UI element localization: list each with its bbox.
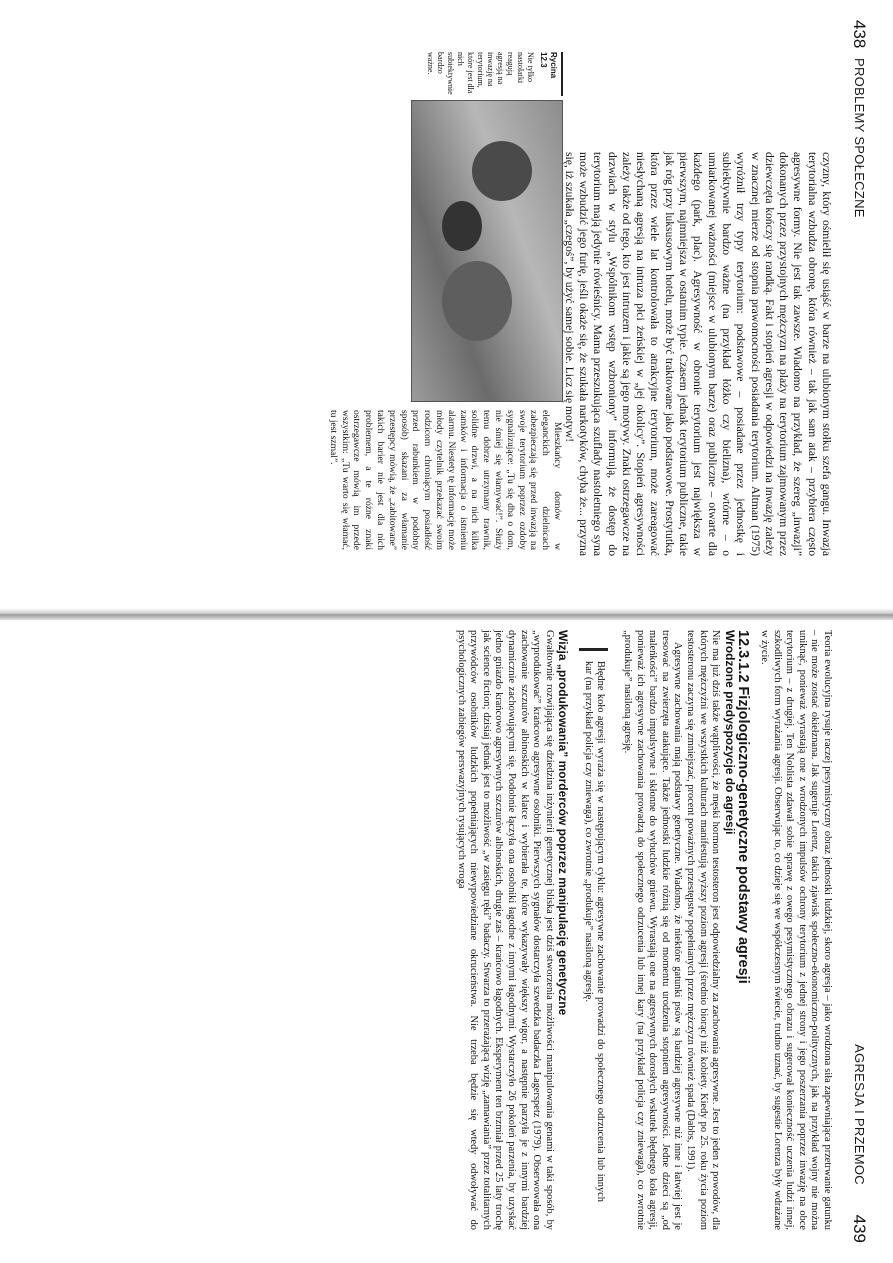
highlight-box: Błędne koło agresji wyraża się w następującym cyklu: agresywne zachowanie prowadzi do społecznego odrzucenia lub innych kar (na przykład policja czy zniewaga), co zwrotnie „produkuje” nasiloną agresję. (579, 648, 608, 1202)
figure-caption (425, 52, 563, 96)
body-paragraph-1: Nie ma już dziś także wątpliwości, że męski hormon testosteron jest odpowiedzialny za zachowania agresywne. Jest to jeden z powodów, dla których mężczyźni we wszystkich kulturach manifestują wyższy poziom agresji (średnio biorąc) niż kobiety. Kiedy po 25. roku życia poziom testosteronu zaczyna się zmniejszać, procent poważnych przestępstw popełnianych przez mężczyzn również spada (Dabbs, 1991). (685, 630, 722, 1230)
paragraph-1: czyzny, który ośmielił się usiąść w barze na ulubionym stołku szefa gangu. Inwazja terytorialna wzbudza obronę, która również – tak jak sam atak – przybiera często agresywne formy. Nie jest tak zawsze. Wiadomo na przykład, że szereg „inwazji” dokonanych przez przystojnych mężczyzn na plaży na terytorium zajmowanym przez dziewczęta kończy się randką. Fakt i stopień agresji w odpowiedzi na inwazję zależy w znacznej mierze od stopnia prawomocności posiadania terytorium. Altman (1975) wyróżnił trzy typy terytorium: podstawowe – posiadane przez jednostkę i subiektywnie bardzo ważne (na przykład łóżko czy bielizna), wtórne – o umiarkowanej ważności (miejsce w ulubionym barze) oraz publiczne – otwarte dla każdego (park, plac). Agresywność w obronie terytorium jest największa w pierwszym, najmniejsza w ostatnim typie. Czasem jednak terytorium publiczne, takie jak róg przy luksusowym hotelu, może być traktowane jako podstawowe. Prostytutka, która przez wiele lat kontrolowała to atrakcyjne terytorium, może zareagować niesłychaną agresją na intruza płci żeńskiej w „jej okolicy”. Stopień agresywności zależy także od tego, kto jest intruzem i jakie są jego motywy. Znaki ostrzegawcze na drzwiach w stylu „Wspólnikom wstęp wzbroniony” informują, że dostęp do terytorium mają jedynie rówieśnicy. Mama przeszukująca szuflady nastoletniego syna może wzbudzić jego furię, jeśli okaże się, że szukała narkotyków, chyba że... przyzna się, iż szukała „czegoś”, by użyć samej sobie. Licz się motyw! (562, 152, 833, 556)
left-page (0, 0, 893, 612)
intro-paragraph: Teoria ewolucyjna rysuje raczej pesymistyczny obraz jednostki ludzkiej, skoro agresja – jako wrodzona siła zapewniająca przetrwanie gatunku – nie może zostać okiełznana. Jak sugeruje Lorenz, takich zjawisk społeczno-ekonomiczno-politycznych, jak na przykład wojny nie można uniknąć, ponieważ wyrastają one z wrodzonych impulsów ochrony terytorium z jednej strony i jego poszerzania poprzez inwazję na obce terytorium – z drugiej. Ten Noblista zdawał sobie sprawę z owego pesymistycznego obrazu i sugerował konieczność uczenia ludzi innej, szkodliwych form wyrażania agresji. Obserwując to, co dzieje się we współczesnym świecie, trudno uznać, by sugestie Lorenza były wdrażane w życie. (759, 630, 833, 1230)
body-paragraph-3: Gwałtownie rozwijająca się dziedzina inżynierii genetycznej bliska jest dziś stworzenia możliwości manipulowania genami w taki sposób, by „wyprodukować” krańcowo agresywne osobniki. Pierwszych sygnałów dostarczyła szwedzka badaczka Lagerspetz (1979). Obserwowała ona zachowanie szczurów albinoskich w klatce i wybierała te, które wykazywały większy wigor, a następnie parzyła je z innymi bardziej dynamicznie zachowującymi się. Podobnie łączyła ona osobniki łagodne z innymi łagodnymi. Wystarczyło 26 pokoleń parzenia, by uzyskać jedno gniazdo krańcowo agresywnych szczurów albinoskich, drugie zaś – krańcowo łagodnych. Eksperyment ten brzmiał przed 25 laty trochę jak science fiction; dzisiaj jednak jest to możliwość „w zasięgu ręki” badaczy. Stwarza to przerażającą wizję „zamawiania” przez totalitarnych przywódców osobników ludzkich popełniających niewypowiedziane okrucieństwa. Nie trzeba będzie się wtedy odwoływać do psychologicznych zabiegów perswazyjnych rysujących wroga (455, 630, 555, 1230)
section-heading: 12.3.1.2 Fizjologiczno-genetyczne podstawy agresji (735, 630, 752, 984)
run-in-heading: Wizja „produkowania” morderców poprzez manipulację genetyczne (556, 630, 571, 1016)
subsection-heading: Wrodzone predyspozycje do agresji (722, 630, 737, 835)
running-head-right: AGRESJA I PRZEMOC (852, 1044, 867, 1185)
running-head-left: PROBLEMY SPOŁECZNE (852, 58, 867, 218)
page-number-left: 438 (850, 20, 869, 49)
right-page (0, 618, 893, 1263)
body-paragraph-2: Agresywne zachowania mają podstawy genetyczne. Wiadomo, że niektóre gatunki psów są bardziej agresywne niż inne i łatwiej jest je tresować na zwierzęta atakujące. Także jednostki ludzkie różnią się od momentu urodzenia stopniem agresywności. Jedne dzieci są „od maleńkości” bardzo impulsywne i skłonne do wybuchów gniewu. Wyrastają one na agresywnych dorosłych wskutek błędnego koła agresji, ponieważ ich agresywne zachowania prowadzą do społecznego odrzucenia lub innej kary (na przykład policja czy zniewaga), co zwrotnie „produkuje” nasiloną agresję. (622, 630, 684, 1230)
caption-label: Rycina 12.3 (538, 52, 563, 96)
right-text-block (454, 630, 833, 1230)
figure-photo (411, 100, 563, 402)
left-paragraph-2-wrap (327, 410, 563, 550)
page-number-right: 439 (850, 1214, 869, 1243)
caption-text: Nie tylko nastolatki reagują agresją na inwazję na terytorium, które jest dla nich subiektywnie bardzo ważne. (426, 52, 535, 95)
paragraph-2: Mieszkańcy domów w eleganckich dzielnicach zabezpieczają się przed inwazją na swoje terytorium poprzez ozdoby sygnalizujące: „Tu się dba o dom, nie śmiej się włamywać!”. Służy temu dobrze utrzymany trawnik, solidne drzwi, a na nich kilka zamków i informacja o istnieniu alarmu. Niestety tę informację może młody czytelnik przekazać swoim rodzicom chroniącym posiadłość przed rabunkiem w podobny sposób) skazani za włamanie przestępcy mówią, że „zabitowane” takich barier nie jest dla nich problemem, a te różne znaki ostrzegawcze mówią im przede wszystkim: „Tu warto się włamać, tu jest szmal”. (327, 410, 563, 550)
